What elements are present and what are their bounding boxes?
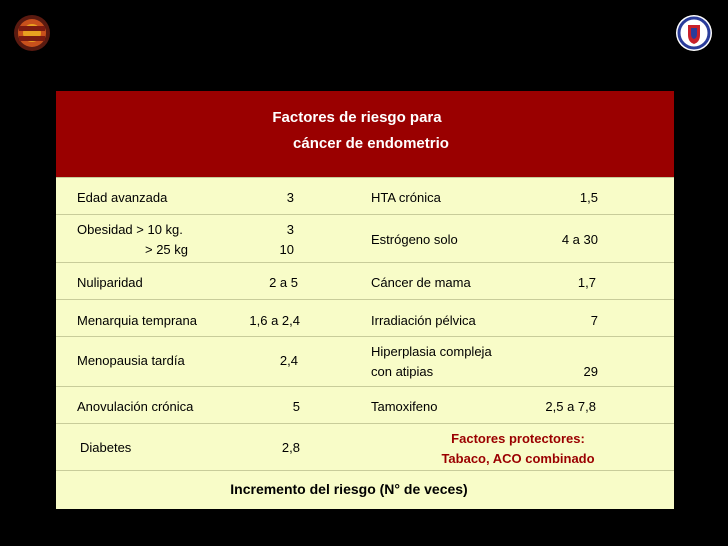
table-title-line2: cáncer de endometrio xyxy=(293,135,449,152)
right-value: 7 xyxy=(590,313,598,328)
left-label: Anovulación crónica xyxy=(77,399,194,414)
left-label: Menopausia tardía xyxy=(77,353,185,368)
right-label: Irradiación pélvica xyxy=(371,313,476,328)
left-label: Nuliparidad xyxy=(77,275,143,290)
left-value: 3 xyxy=(286,190,294,205)
right-value: 29 xyxy=(583,364,598,379)
table-row xyxy=(56,177,674,215)
table-footer xyxy=(56,470,674,510)
left-value: 3 xyxy=(286,222,294,237)
left-label-secondary: > 25 kg xyxy=(145,242,189,257)
institution-logo-left xyxy=(13,14,51,52)
table-row xyxy=(56,336,674,387)
right-label-secondary: con atipias xyxy=(371,364,434,379)
risk-factors-table xyxy=(56,91,674,509)
right-label: Tamoxifeno xyxy=(371,399,438,414)
table-title-line1: Factores de riesgo para xyxy=(272,109,442,126)
table-row xyxy=(56,386,674,424)
right-value: 1,5 xyxy=(579,190,598,205)
left-value: 1,6 a 2,4 xyxy=(249,313,300,328)
table-header xyxy=(56,91,674,177)
left-value: 5 xyxy=(292,399,300,414)
right-label: Hiperplasia compleja xyxy=(371,344,492,359)
university-seal-logo-right xyxy=(675,14,713,52)
table-row xyxy=(56,214,674,263)
left-value: 2 a 5 xyxy=(269,275,298,290)
protective-factors-title: Factores protectores: xyxy=(451,431,585,446)
left-label: Menarquia temprana xyxy=(77,313,197,328)
left-label: Edad avanzada xyxy=(77,190,168,205)
table-row xyxy=(56,262,674,300)
table-row xyxy=(56,299,674,337)
right-label: HTA crónica xyxy=(371,190,441,205)
left-value: 2,4 xyxy=(279,353,298,368)
right-label: Cáncer de mama xyxy=(371,275,471,290)
right-value: 2,5 a 7,8 xyxy=(545,399,596,414)
right-value: 4 a 30 xyxy=(561,232,598,247)
left-label: Diabetes xyxy=(80,440,132,455)
footer-caption: Incremento del riesgo (N° de veces) xyxy=(230,481,468,497)
left-value-secondary: 10 xyxy=(279,242,294,257)
right-label: Estrógeno solo xyxy=(371,232,458,247)
left-value: 2,8 xyxy=(281,440,300,455)
right-value: 1,7 xyxy=(577,275,596,290)
left-label: Obesidad > 10 kg. xyxy=(77,222,183,237)
table-row xyxy=(56,423,674,471)
protective-factors-items: Tabaco, ACO combinado xyxy=(441,451,595,466)
